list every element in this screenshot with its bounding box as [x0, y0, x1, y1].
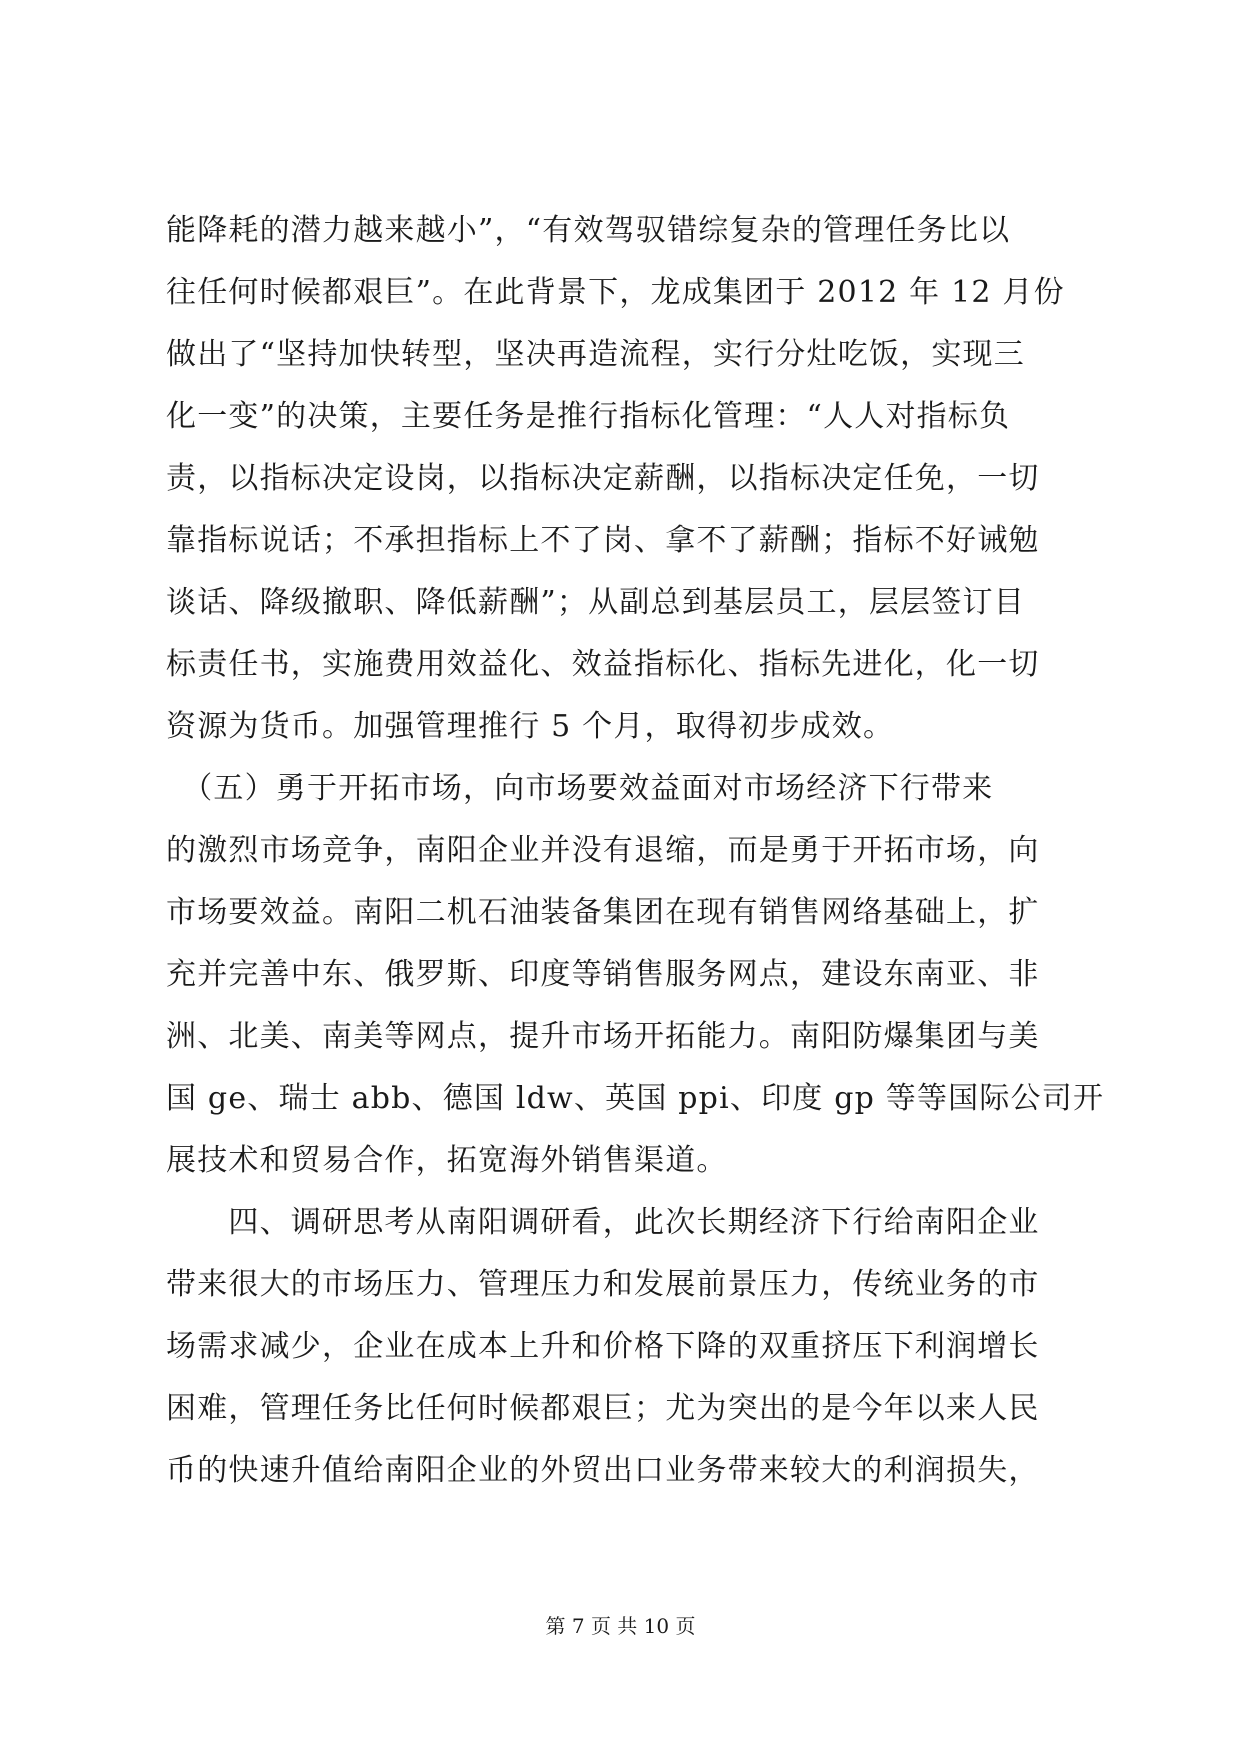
- text-line: 充并完善中东、俄罗斯、印度等销售服务网点，建设东南亚、非: [166, 957, 1040, 992]
- text-line: 带来很大的市场压力、管理压力和发展前景压力，传统业务的市: [166, 1267, 1040, 1302]
- text-line: 的激烈市场竞争，南阳企业并没有退缩，而是勇于开拓市场，向: [166, 833, 1040, 868]
- text-line: 国 ge、瑞士 abb、德国 ldw、英国 ppi、印度 gp 等等国际公司开: [166, 1081, 1105, 1116]
- text-line: 化一变”的决策，主要任务是推行指标化管理：“人人对指标负: [166, 399, 1011, 434]
- text-line: 标责任书，实施费用效益化、效益指标化、指标先进化，化一切: [166, 647, 1040, 682]
- text-line: 往任何时候都艰巨”。在此背景下，龙成集团于 2012 年 12 月份: [166, 275, 1065, 310]
- text-line: 市场要效益。南阳二机石油装备集团在现有销售网络基础上，扩: [166, 895, 1040, 930]
- text-line: 洲、北美、南美等网点，提升市场开拓能力。南阳防爆集团与美: [166, 1019, 1040, 1054]
- text-line: 谈话、降级撤职、降低薪酬”；从副总到基层员工，层层签订目: [166, 585, 1025, 620]
- text-line: 责，以指标决定设岗，以指标决定薪酬，以指标决定任免，一切: [166, 461, 1040, 496]
- body-text: [166, 200, 1105, 1502]
- text-line: 四、调研思考从南阳调研看，此次长期经济下行给南阳企业: [166, 1205, 1040, 1240]
- text-line: 币的快速升值给南阳企业的外贸出口业务带来较大的利润损失，: [166, 1453, 1040, 1488]
- text-line: 场需求减少，企业在成本上升和价格下降的双重挤压下利润增长: [166, 1329, 1040, 1364]
- page-number-footer: 第 7 页 共 10 页: [545, 1614, 696, 1638]
- text-line: 展技术和贸易合作，拓宽海外销售渠道。: [166, 1143, 728, 1178]
- text-line: 资源为货币。加强管理推行 5 个月，取得初步成效。: [166, 709, 895, 744]
- text-line: 做出了“坚持加快转型，坚决再造流程，实行分灶吃饭，实现三: [166, 337, 1025, 372]
- text-line: 能降耗的潜力越来越小”，“有效驾驭错综复杂的管理任务比以: [166, 213, 1011, 248]
- text-line: 困难，管理任务比任何时候都艰巨；尤为突出的是今年以来人民: [166, 1391, 1040, 1426]
- text-line: （五）勇于开拓市场，向市场要效益面对市场经济下行带来: [166, 771, 994, 806]
- text-line: 靠指标说话；不承担指标上不了岗、拿不了薪酬；指标不好诫勉: [166, 523, 1040, 558]
